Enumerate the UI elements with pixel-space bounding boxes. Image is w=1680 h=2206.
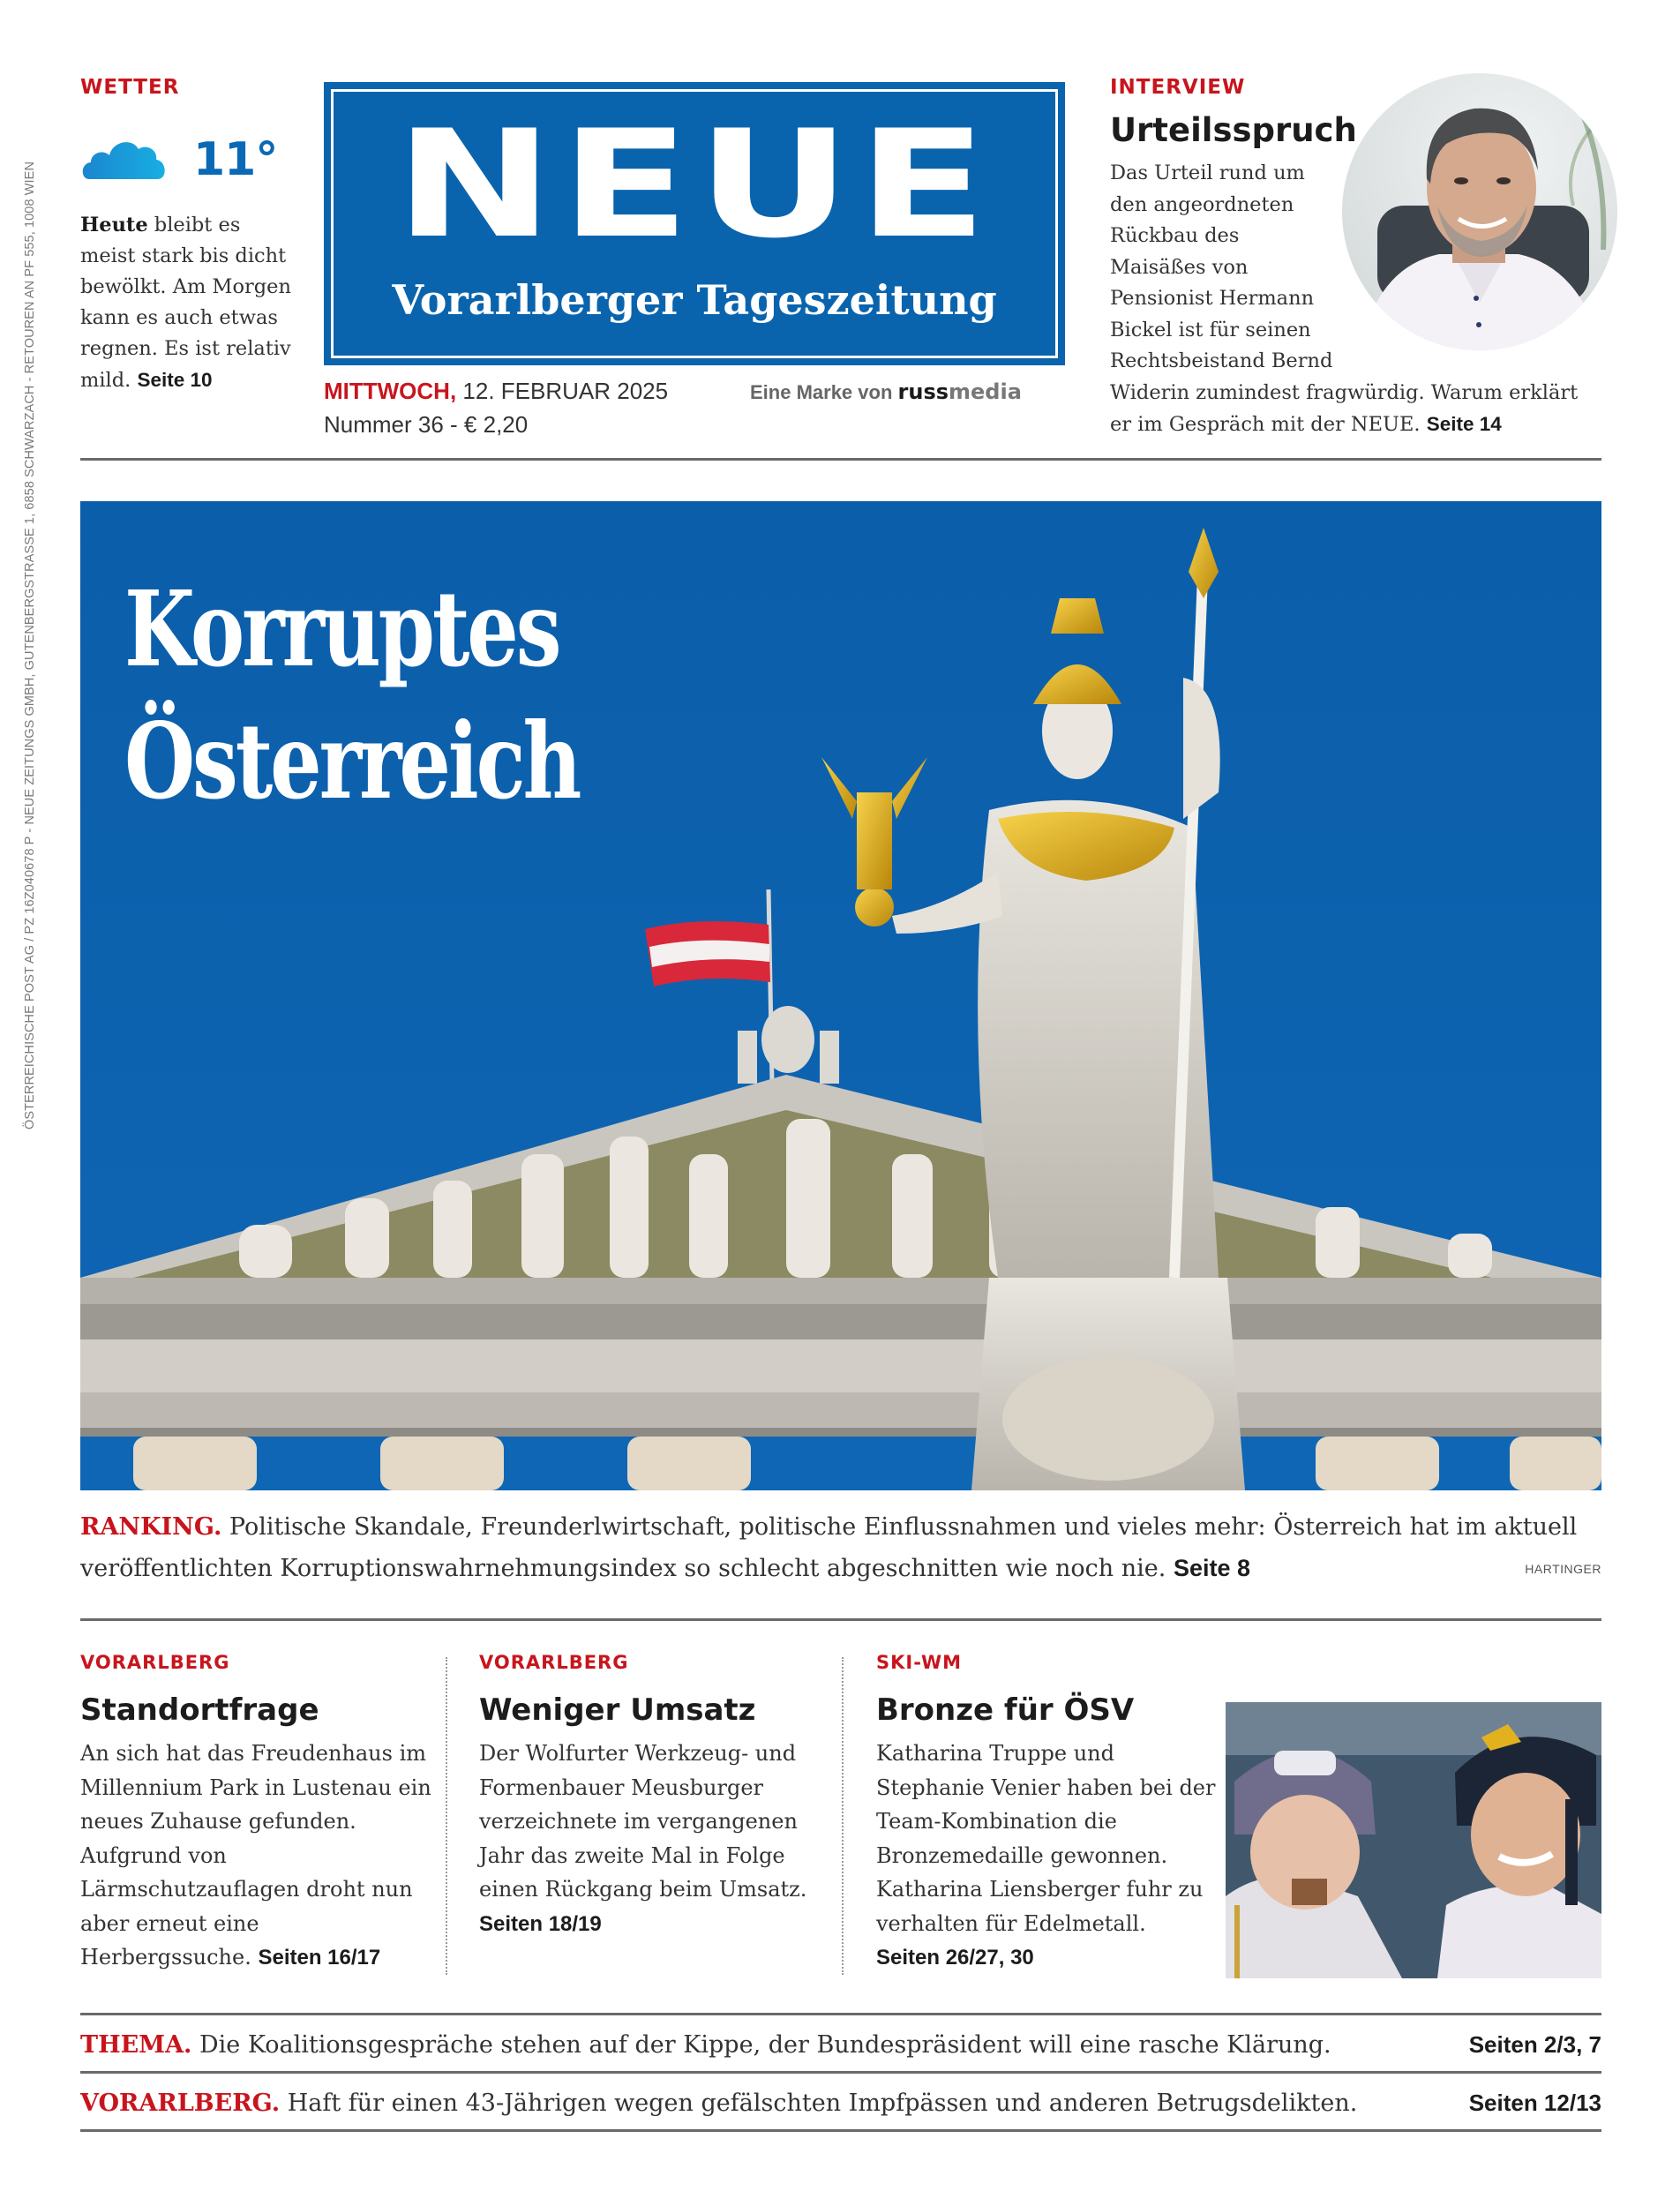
strip-page-link[interactable]: Seiten 2/3, 7 bbox=[1468, 2030, 1601, 2058]
teaser-kicker: VORARLBERG bbox=[479, 1652, 629, 1673]
teaser-kicker: VORARLBERG bbox=[80, 1652, 230, 1673]
teaser-title[interactable]: Standortfrage bbox=[80, 1692, 319, 1728]
postal-imprint: ÖSTERREICHISCHE POST AG / PZ 16Z040678 P - NEUE ZEITUNGS GMBH, GUTENBERGSTRASSE 1, 6858 SCHWARZACH - RETOUREN AN PF 555, 1008 WIEN bbox=[23, 161, 37, 1129]
strip-text bbox=[80, 2090, 1357, 2117]
strip-body: Die Koalitionsgespräche stehen auf der Kippe, der Bundespräsident will eine rasche Klärung. bbox=[191, 2030, 1331, 2059]
brand-line bbox=[750, 379, 1022, 404]
teaser-text: Der Wolfurter Werkzeug- und Formenbauer Meusburger verzeichnete im vergangenen Jahr das zweite Mal in Folge einen Rückgang beim Umsatz. bbox=[479, 1741, 807, 1902]
strip-divider bbox=[80, 2071, 1601, 2074]
hero-headline-line-1: Korruptes bbox=[124, 567, 559, 690]
strip-text bbox=[80, 2031, 1331, 2059]
teaser-page-link[interactable]: Seiten 18/19 bbox=[479, 1911, 602, 1936]
teaser-kicker: SKI-WM bbox=[876, 1652, 963, 1673]
masthead-logo[interactable] bbox=[324, 82, 1065, 365]
photo-credit: HARTINGER bbox=[1525, 1562, 1601, 1576]
column-divider bbox=[842, 1657, 844, 1975]
strip-divider bbox=[80, 2129, 1601, 2132]
cloud-icon bbox=[80, 133, 169, 186]
weather-body: bleibt es meist stark bis dicht bewölkt. Am Morgen kann es auch etwas regnen. Es ist relativ mild. bbox=[80, 214, 291, 392]
teaser-text: Katharina Truppe und Stephanie Venier haben bei der Team-Kombination die Bronzemedaille gewonnen. Katharina Liensberger fuhr zu verhalten für Edelmetall. bbox=[876, 1741, 1216, 1936]
hero-caption bbox=[80, 1507, 1601, 1589]
interview-title[interactable]: Urteilsspruch bbox=[1110, 111, 1357, 149]
weather-page-link[interactable]: Seite 10 bbox=[137, 369, 213, 391]
weather-kicker: WETTER bbox=[80, 76, 180, 99]
interview-kicker: INTERVIEW bbox=[1110, 76, 1246, 99]
strip-body: Haft für einen 43-Jährigen wegen gefälschten Impfpässen und anderen Betrugsdelikten. bbox=[280, 2089, 1358, 2117]
interview-text-wide: Widerin zumindest fragwürdig. Warum erklärt er im Gespräch mit der NEUE. bbox=[1110, 380, 1579, 436]
hero-bottom-divider bbox=[80, 1618, 1601, 1621]
logo-subtitle: Vorarlberger Tageszeitung bbox=[392, 276, 997, 324]
teaser-body bbox=[479, 1737, 832, 1941]
teaser-page-link[interactable]: Seiten 16/17 bbox=[258, 1946, 381, 1970]
column-divider bbox=[446, 1657, 447, 1975]
issue-number-price: Nummer 36 - € 2,20 bbox=[324, 411, 529, 438]
hero-caption-text: Politische Skandale, Freunderlwirtschaft, politische Einflussnahmen und vieles mehr: Österreich hat im aktuell veröffentlichten Korruptionswahrnehmungsindex so schlecht abgeschnitten wie noch nie. bbox=[80, 1513, 1578, 1582]
strip-lead: VORARLBERG. bbox=[80, 2089, 281, 2117]
brand-name-b: media bbox=[949, 379, 1022, 404]
dateline bbox=[324, 378, 668, 405]
hero-photo[interactable] bbox=[80, 501, 1601, 1490]
brand-name-a: russ bbox=[897, 379, 949, 404]
interview-page-link[interactable]: Seite 14 bbox=[1426, 413, 1502, 435]
interview-portrait-photo bbox=[1342, 73, 1617, 350]
interview-text-narrow: Das Urteil rund um den angeordneten Rückbau des Maisäßes von Pensionist Hermann Bickel ist für seinen Rechtsbeistand Bernd bbox=[1110, 161, 1333, 372]
strip-teaser-thema[interactable] bbox=[80, 2018, 1601, 2071]
date: 12. FEBRUAR 2025 bbox=[456, 378, 669, 404]
weather-temperature: 11° bbox=[193, 133, 278, 186]
strip-lead: THEMA. bbox=[80, 2030, 192, 2059]
teaser-body bbox=[876, 1737, 1216, 1976]
hero-caption-lead: RANKING. bbox=[80, 1513, 222, 1541]
teaser-standortfrage bbox=[80, 1652, 433, 1976]
teaser-title[interactable]: Bronze für ÖSV bbox=[876, 1692, 1135, 1728]
teaser-page-link[interactable]: Seiten 26/27, 30 bbox=[876, 1946, 1034, 1970]
russmedia-logo bbox=[898, 379, 1022, 404]
hero-headline-line-2: Österreich bbox=[124, 700, 580, 822]
teaser-weniger-umsatz bbox=[479, 1652, 832, 1941]
hero-headline[interactable] bbox=[124, 563, 579, 828]
header-divider bbox=[80, 458, 1601, 461]
strip-divider bbox=[80, 2013, 1601, 2015]
logo-title: NEUE bbox=[394, 98, 994, 271]
brand-prefix: Eine Marke von bbox=[750, 381, 898, 403]
hero-page-link[interactable]: Seite 8 bbox=[1173, 1555, 1251, 1581]
teaser-body bbox=[80, 1737, 433, 1976]
weather-lead: Heute bbox=[80, 214, 148, 236]
strip-teaser-vorarlberg[interactable] bbox=[80, 2076, 1601, 2129]
teaser-text: An sich hat das Freudenhaus im Millennium Park in Lustenau ein neues Zuhause gefunden. Aufgrund von Lärmschutzauflagen droht nun aber erneut eine Herbergssuche. bbox=[80, 1741, 431, 1970]
strip-page-link[interactable]: Seiten 12/13 bbox=[1468, 2089, 1601, 2116]
teaser-title[interactable]: Weniger Umsatz bbox=[479, 1692, 756, 1728]
teaser-ski-wm bbox=[876, 1652, 1216, 1976]
ski-athletes-photo bbox=[1226, 1702, 1601, 1978]
weekday: MITTWOCH, bbox=[324, 378, 457, 404]
